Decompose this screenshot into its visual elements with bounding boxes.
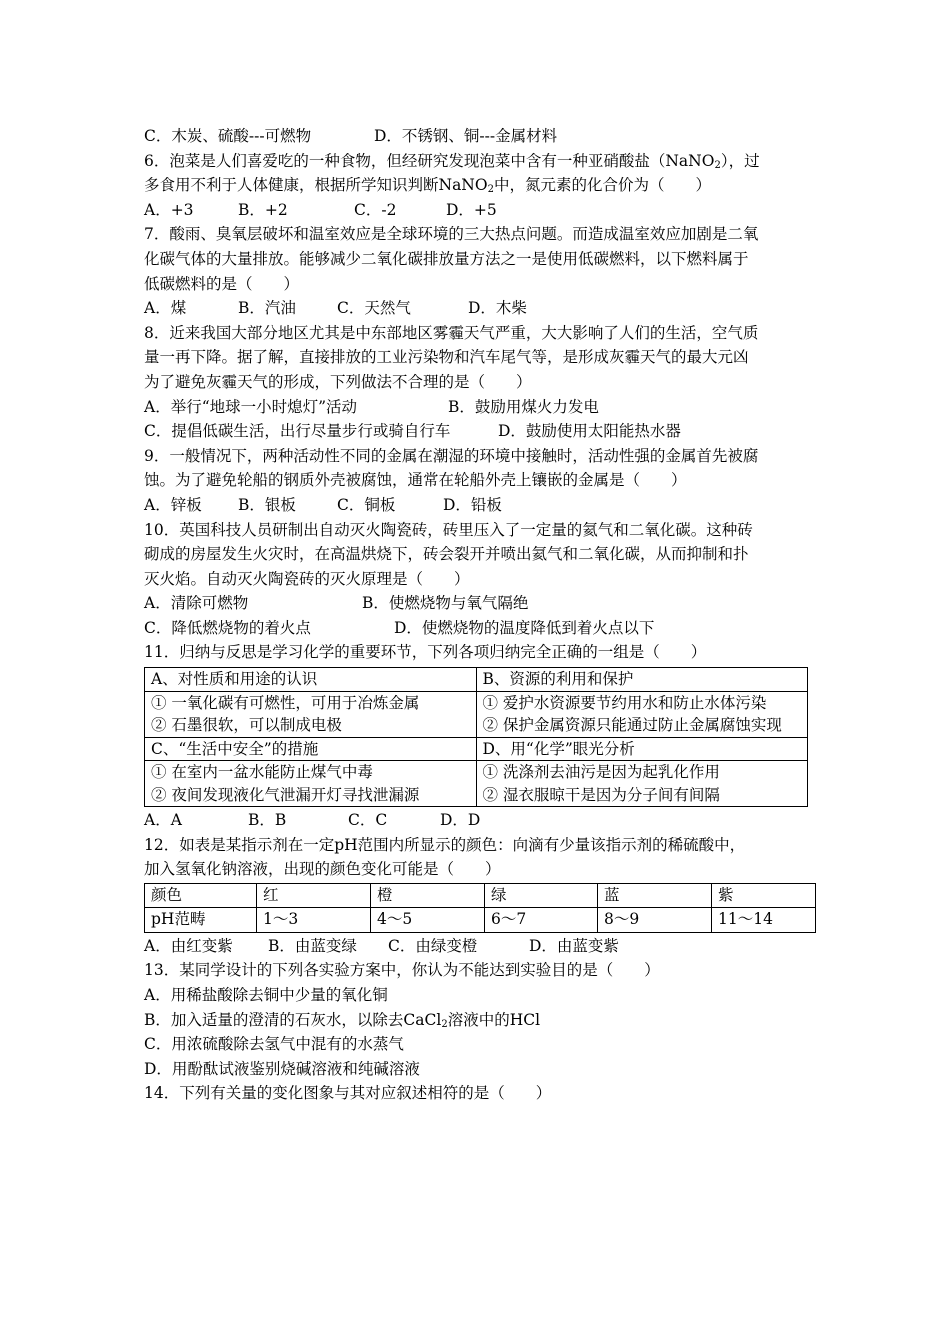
- q12-options: [144, 934, 814, 959]
- cell-line: ② 湿衣服晾干是因为分子间有间隔: [482, 785, 720, 804]
- q8-options-ab: [144, 395, 814, 420]
- table-cell: 4～5: [371, 908, 485, 933]
- option-c: C．C: [348, 811, 388, 830]
- q12-line-1: 12．如表是某指示剂在一定pH范围内所显示的颜色：向滴有少量该指示剂的稀硫酸中，: [144, 835, 746, 854]
- option-c: C．木炭、硫酸---可燃物: [144, 127, 312, 145]
- table-row: [145, 761, 808, 807]
- option-b: B．使燃烧物与氧气隔绝: [362, 594, 529, 613]
- cell-line: ② 石墨很软，可以制成电极: [151, 716, 342, 735]
- option-d: D．由蓝变紫: [529, 936, 619, 955]
- cell-line: ② 夜间发现液化气泄漏开灯寻找泄漏源: [151, 785, 420, 804]
- option-c: C．-2: [354, 200, 397, 219]
- q9-line-2: 蚀。为了避免轮船的钢质外壳被腐蚀，通常在轮船外壳上镶嵌的金属是（ ）: [144, 471, 687, 490]
- option-d: D．不锈钢、铜---金属材料: [374, 127, 558, 145]
- q13-b-text-end: 溶液中的HCl: [447, 1010, 541, 1029]
- cell-line: ① 在室内一盆水能防止煤气中毒: [151, 763, 373, 782]
- q12-table: [144, 883, 816, 933]
- q13-b-text: B．加入适量的澄清的石灰水，以除去CaCl: [144, 1010, 442, 1029]
- option-a: A．举行“地球一小时熄灯”活动: [144, 397, 358, 416]
- q5-options-cd: [144, 124, 814, 149]
- q7-line-3: 低碳燃料的是（ ）: [144, 274, 300, 293]
- q10-line-1: 10．英国科技人员研制出自动灭火陶瓷砖，砖里压入了一定量的氦气和二氧化碳。这种砖: [144, 520, 753, 539]
- q6-line-2: [144, 173, 814, 198]
- option-d: D．木柴: [468, 299, 527, 318]
- table-cell: 6～7: [485, 908, 598, 933]
- q8-line-1: 8．近来我国大部分地区尤其是中东部地区雾霾天气严重，大大影响了人们的生活，空气质: [144, 323, 759, 342]
- option-a: A．清除可燃物: [144, 594, 249, 613]
- subscript: 2: [441, 1018, 448, 1030]
- table-cell: D、用“化学”眼光分析: [476, 737, 808, 761]
- table-cell: [476, 761, 808, 807]
- option-b: B．+2: [238, 200, 288, 219]
- table-cell: 紫: [712, 883, 816, 908]
- table-row: [145, 668, 808, 692]
- table-cell: C、“生活中安全”的措施: [145, 737, 477, 761]
- q11-options: [144, 808, 814, 833]
- option-a: A．A: [144, 811, 182, 830]
- q8-options-cd: [144, 419, 814, 444]
- option-b: B．鼓励用煤火力发电: [448, 397, 599, 416]
- q10-options-cd: [144, 616, 814, 641]
- q7-options: [144, 296, 814, 321]
- subscript: 2: [487, 184, 494, 196]
- cell-line: ② 保护金属资源只能通过防止金属腐蚀实现: [482, 716, 782, 735]
- q6-text-2: 多食用不利于人体健康，根据所学知识判断NaNO: [144, 176, 488, 195]
- table-cell: 11～14: [712, 908, 816, 933]
- q10-options-ab: [144, 591, 814, 616]
- exam-page: [144, 124, 814, 1106]
- q13-stem: 13．某同学设计的下列各实验方案中，你认为不能达到实验目的是（ ）: [144, 961, 660, 980]
- cell-line: ① 一氧化碳有可燃性，可用于冶炼金属: [151, 693, 420, 712]
- option-b: B．由蓝变绿: [268, 936, 357, 955]
- q12-line-2: 加入氢氧化钠溶液，出现的颜色变化可能是（ ）: [144, 860, 501, 879]
- q7-line-2: 化碳气体的大量排放。能够减少二氧化碳排放量方法之一是使用低碳燃料，以下燃料属于: [144, 249, 749, 268]
- table-row: [145, 737, 808, 761]
- q7-line-1: 7．酸雨、臭氧层破坏和温室效应是全球环境的三大热点问题。而造成温室效应加剧是二氧: [144, 225, 759, 244]
- q13-option-c: C．用浓硫酸除去氢气中混有的水蒸气: [144, 1035, 404, 1054]
- table-cell: pH范畴: [145, 908, 257, 933]
- option-c: C．提倡低碳生活，出行尽量步行或骑自行车: [144, 422, 451, 441]
- option-c: C．降低燃烧物的着火点: [144, 618, 311, 637]
- option-c: C．天然气: [337, 299, 411, 318]
- option-c: C．由绿变橙: [388, 936, 478, 955]
- option-d: D．使燃烧物的温度降低到着火点以下: [394, 618, 655, 637]
- cell-line: ① 爱护水资源要节约用水和防止水体污染: [482, 693, 767, 712]
- table-row: [145, 691, 808, 737]
- q13-option-d: D．用酚酞试液鉴别烧碱溶液和纯碱溶液: [144, 1059, 420, 1078]
- q8-line-3: 为了避免灰霾天气的形成，下列做法不合理的是（ ）: [144, 372, 532, 391]
- q6-text-2-end: 中，氮元素的化合价为（ ）: [493, 176, 711, 195]
- table-cell: 颜色: [145, 883, 257, 908]
- subscript: 2: [714, 159, 721, 171]
- option-b: B．汽油: [238, 299, 296, 318]
- option-a: A．+3: [144, 200, 194, 219]
- option-a: A．煤: [144, 299, 187, 318]
- q9-options: [144, 493, 814, 518]
- q6-line-1: [144, 149, 814, 174]
- q9-line-1: 9．一般情况下，两种活动性不同的金属在潮湿的环境中接触时，活动性强的金属首先被腐: [144, 446, 759, 465]
- option-b: B．B: [248, 811, 287, 830]
- table-cell: [476, 691, 808, 737]
- option-c: C．铜板: [337, 495, 396, 514]
- table-cell: B、资源的利用和保护: [476, 668, 808, 692]
- q6-text-1: 6．泡菜是人们喜爱吃的一种食物，但经研究发现泡菜中含有一种亚硝酸盐（NaNO: [144, 151, 715, 170]
- table-cell: A、对性质和用途的认识: [145, 668, 477, 692]
- table-cell: [145, 691, 477, 737]
- table-cell: 绿: [485, 883, 598, 908]
- q13-option-b: [144, 1008, 814, 1033]
- option-a: A．锌板: [144, 495, 202, 514]
- table-cell: 红: [257, 883, 371, 908]
- option-b: B．银板: [238, 495, 296, 514]
- option-a: A．由红变紫: [144, 936, 233, 955]
- q6-options: [144, 198, 814, 223]
- table-row: [145, 908, 816, 933]
- table-cell: 1～3: [257, 908, 371, 933]
- q13-option-a: A．用稀盐酸除去铜中少量的氧化铜: [144, 986, 388, 1005]
- table-cell: 蓝: [598, 883, 712, 908]
- q14-stem: 14．下列有关量的变化图象与其对应叙述相符的是（ ）: [144, 1084, 552, 1103]
- q6-text-1-end: ），过: [720, 151, 760, 170]
- option-d: D．+5: [446, 200, 497, 219]
- q10-line-3: 灭火焰。自动灭火陶瓷砖的灭火原理是（ ）: [144, 569, 470, 588]
- table-cell: [145, 761, 477, 807]
- option-d: D．铅板: [443, 495, 502, 514]
- table-cell: 8～9: [598, 908, 712, 933]
- q8-line-2: 量一再下降。据了解，直接排放的工业污染物和汽车尾气等，是形成灰霾天气的最大元凶: [144, 348, 749, 367]
- q11-table: [144, 667, 808, 807]
- option-d: D．鼓励使用太阳能热水器: [498, 422, 681, 441]
- q11-stem: 11．归纳与反思是学习化学的重要环节，下列各项归纳完全正确的一组是（ ）: [144, 643, 707, 662]
- table-row: [145, 883, 816, 908]
- table-cell: 橙: [371, 883, 485, 908]
- option-d: D．D: [440, 811, 481, 830]
- q10-line-2: 砌成的房屋发生火灾时，在高温烘烧下，砖会裂开并喷出氦气和二氧化碳，从而抑制和扑: [144, 545, 749, 564]
- cell-line: ① 洗涤剂去油污是因为起乳化作用: [482, 763, 720, 782]
